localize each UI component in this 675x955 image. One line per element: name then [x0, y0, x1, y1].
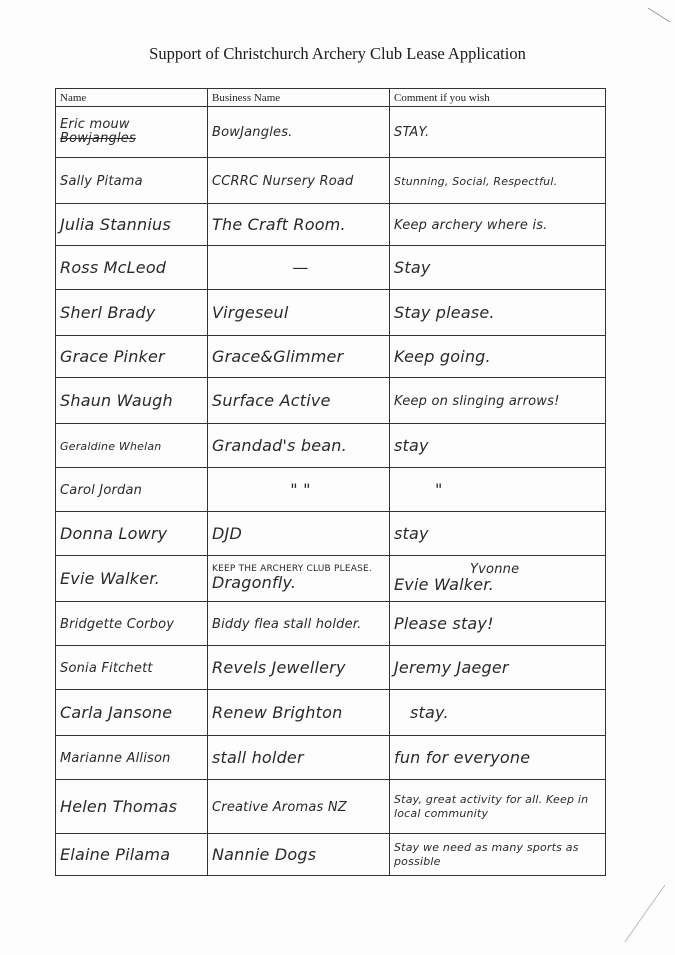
comment-cell [390, 512, 606, 556]
table-row [56, 690, 606, 736]
business-name: DJD [212, 523, 242, 543]
comment-text: fun for everyone [394, 747, 531, 767]
table-row [56, 336, 606, 378]
comment-cell [390, 646, 606, 690]
table-row [56, 780, 606, 834]
name-cell [56, 834, 208, 876]
name-cell [56, 602, 208, 646]
comment-text: " [435, 479, 443, 499]
comment-cell [390, 780, 606, 834]
table-row [56, 468, 606, 512]
business-cell [208, 204, 390, 246]
signer-name: Eric mouw [60, 117, 130, 133]
comment-cell [390, 424, 606, 468]
business-cell [208, 468, 390, 512]
name-cell [56, 468, 208, 512]
business-name: The Craft Room. [212, 214, 346, 234]
table-row [56, 736, 606, 780]
business-cell [208, 246, 390, 290]
comment-cell [390, 158, 606, 204]
business-name: Creative Aromas NZ [212, 799, 347, 815]
comment-text: Keep going. [394, 346, 491, 366]
name-cell [56, 107, 208, 158]
signer-name: Marianne Allison [60, 750, 171, 766]
comment-cell [390, 602, 606, 646]
signer-name: Carla Jansone [60, 702, 173, 722]
table-row [56, 602, 606, 646]
business-name: Nannie Dogs [212, 844, 317, 864]
name-cell [56, 336, 208, 378]
name-cell [56, 290, 208, 336]
comment-cell [390, 736, 606, 780]
comment-cell [390, 834, 606, 876]
comment-text: Stay [394, 257, 431, 277]
comment-text: Stunning, Social, Respectful. [394, 174, 558, 188]
table-row [56, 204, 606, 246]
business-name: Virgeseul [212, 302, 289, 322]
signer-name: Evie Walker. [60, 568, 160, 588]
comment-text: stay [394, 435, 429, 455]
name-cell [56, 736, 208, 780]
comment-text: STAY. [394, 125, 430, 140]
business-note: KEEP THE ARCHERY CLUB PLEASE. [212, 564, 372, 575]
page-fold-mark [610, 880, 670, 950]
signer-name: Elaine Pilama [60, 844, 171, 864]
name-cell [56, 780, 208, 834]
table-row [56, 107, 606, 158]
comment-cell [390, 107, 606, 158]
business-cell [208, 378, 390, 424]
comment-cell [390, 378, 606, 424]
comment-note: Yvonne [470, 562, 520, 578]
name-cell [56, 424, 208, 468]
column-header-name: Name [56, 89, 208, 107]
comment-text: Stay please. [394, 302, 495, 322]
comment-cell [390, 336, 606, 378]
signer-name: Carol Jordan [60, 482, 143, 498]
signer-name: Sonia Fitchett [60, 660, 153, 676]
page-corner-mark [640, 0, 675, 25]
comment-text: Stay, great activity for all. Keep in local community [394, 793, 589, 820]
signer-name: Helen Thomas [60, 796, 178, 816]
business-name: BowJangles. [212, 125, 293, 140]
business-cell [208, 834, 390, 876]
business-name: CCRRC Nursery Road [212, 173, 354, 189]
name-cell [56, 690, 208, 736]
table-row [56, 290, 606, 336]
signer-name: Sherl Brady [60, 302, 156, 322]
signer-name: Shaun Waugh [60, 390, 173, 410]
table-row [56, 512, 606, 556]
business-name: Surface Active [212, 390, 331, 410]
business-cell [208, 602, 390, 646]
signer-name: Bridgette Corboy [60, 616, 175, 632]
name-cell [56, 246, 208, 290]
comment-cell [390, 468, 606, 512]
name-cell [56, 158, 208, 204]
name-cell [56, 646, 208, 690]
business-name: Biddy flea stall holder. [212, 616, 362, 632]
signer-name: Ross McLeod [60, 257, 167, 277]
business-cell [208, 736, 390, 780]
comment-text: Jeremy Jaeger [394, 657, 509, 677]
signer-name: Sally Pitama [60, 173, 143, 189]
signer-name: Julia Stannius [60, 214, 171, 234]
signer-name: Geraldine Whelan [60, 439, 162, 453]
comment-text: stay [394, 523, 429, 543]
name-cell [56, 204, 208, 246]
signature-table [55, 88, 606, 876]
page-title: Support of Christchurch Archery Club Lease Application [149, 44, 526, 63]
table-row [56, 424, 606, 468]
comment-text: Please stay! [394, 613, 494, 633]
signer-name-crossed: Bowjangles [60, 131, 136, 146]
business-name: Grace&Glimmer [212, 346, 344, 366]
table-row [56, 646, 606, 690]
column-header-business: Business Name [208, 89, 390, 107]
business-cell [208, 424, 390, 468]
table-row [56, 556, 606, 602]
business-cell [208, 690, 390, 736]
business-name: Renew Brighton [212, 702, 343, 722]
business-cell [208, 336, 390, 378]
business-name: — [292, 257, 309, 277]
signer-name: Grace Pinker [60, 346, 165, 366]
business-cell [208, 780, 390, 834]
comment-text: Keep archery where is. [394, 217, 548, 233]
comment-cell [390, 690, 606, 736]
business-name: Grandad's bean. [212, 435, 347, 455]
comment-cell [390, 556, 606, 602]
business-name: Revels Jewellery [212, 657, 346, 677]
table-row [56, 834, 606, 876]
column-header-comment: Comment if you wish [390, 89, 606, 107]
table-header-row [56, 89, 606, 107]
comment-text: Stay we need as many sports as possible [394, 841, 579, 868]
business-cell [208, 107, 390, 158]
comment-text: Keep on slinging arrows! [394, 393, 560, 409]
business-cell [208, 512, 390, 556]
signer-name: Donna Lowry [60, 523, 168, 543]
name-cell [56, 556, 208, 602]
comment-cell [390, 204, 606, 246]
table-row [56, 378, 606, 424]
comment-text: Evie Walker. [394, 574, 494, 594]
business-cell [208, 646, 390, 690]
business-cell [208, 290, 390, 336]
business-cell [208, 158, 390, 204]
business-name: Dragonfly. [212, 572, 297, 592]
business-name: " " [290, 479, 311, 499]
comment-cell [390, 246, 606, 290]
table-row [56, 158, 606, 204]
comment-text: stay. [410, 702, 449, 722]
name-cell [56, 512, 208, 556]
name-cell [56, 378, 208, 424]
comment-cell [390, 290, 606, 336]
business-cell [208, 556, 390, 602]
business-name: stall holder [212, 747, 304, 767]
table-row [56, 246, 606, 290]
